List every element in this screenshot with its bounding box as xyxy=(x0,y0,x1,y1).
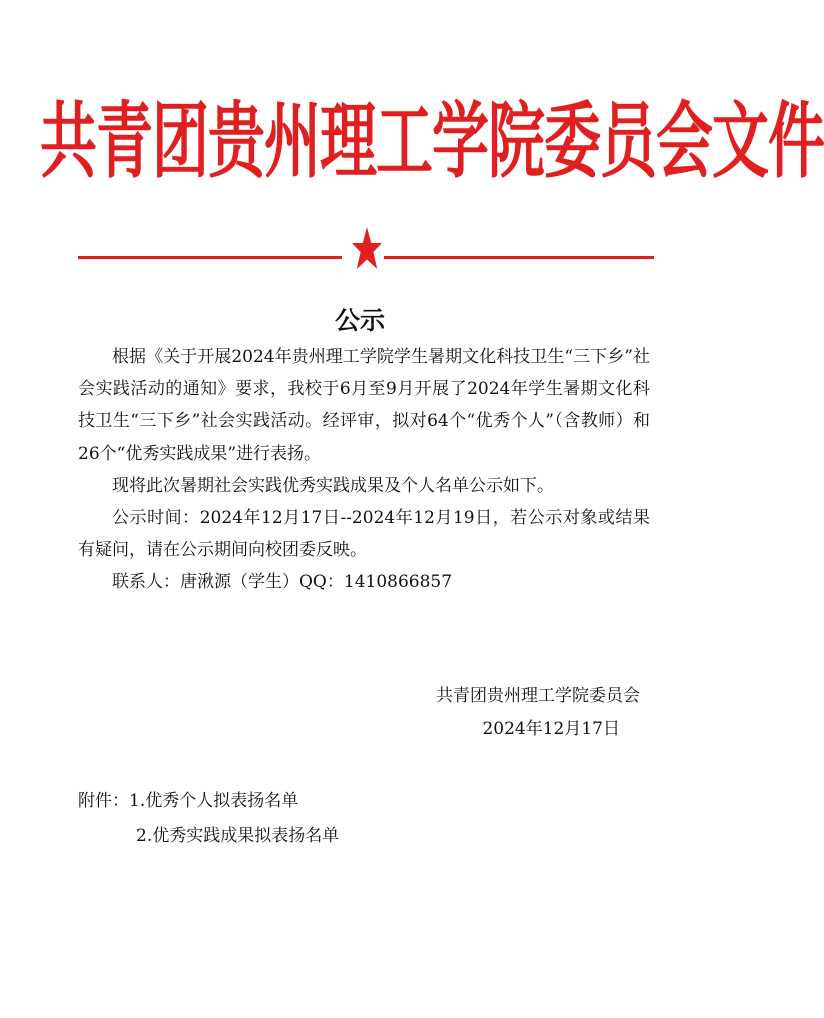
star-icon xyxy=(350,225,384,275)
signature-date: 2024年12月17日 xyxy=(482,719,620,739)
signature-organization: 共青团贵州理工学院委员会 xyxy=(436,686,640,706)
body-paragraph-contact: 联系人：唐湫源（学生）QQ：1410866857 xyxy=(112,572,453,593)
attachments-section xyxy=(78,784,650,854)
body-paragraph-period: 公示时间：2024年12月17日--2024年12月19日，若公示对象或结果有疑问，请在公示期间向校团委反映。 xyxy=(78,508,650,561)
attachment-item: 2.优秀实践成果拟表扬名单 xyxy=(136,826,340,846)
document-header-title: 共青团贵州理工学院委员会文件 xyxy=(40,94,824,190)
document-title: 公示 xyxy=(334,306,385,335)
attachment-item: 1.优秀个人拟表扬名单 xyxy=(129,791,299,811)
body-paragraph-announcement: 现将此次暑期社会实践优秀实践成果及个人名单公示如下。 xyxy=(112,475,554,496)
attachment-row-1 xyxy=(78,784,650,819)
attachment-row-2 xyxy=(78,819,650,854)
document-body xyxy=(78,341,650,599)
divider-line-right xyxy=(384,256,654,259)
divider-line-left xyxy=(78,256,342,259)
body-paragraph-intro: 根据《关于开展2024年贵州理工学院学生暑期文化科技卫生“三下乡”社会实践活动的通知》要求，我校于6月至9月开展了2024年学生暑期文化科技卫生“三下乡”社会实践活动。经评审，拟对64个“优秀个人”（含教师）和26个“优秀实践成果”进行表扬。 xyxy=(78,347,650,464)
attachments-label: 附件： xyxy=(78,791,129,811)
header-divider xyxy=(78,225,654,275)
